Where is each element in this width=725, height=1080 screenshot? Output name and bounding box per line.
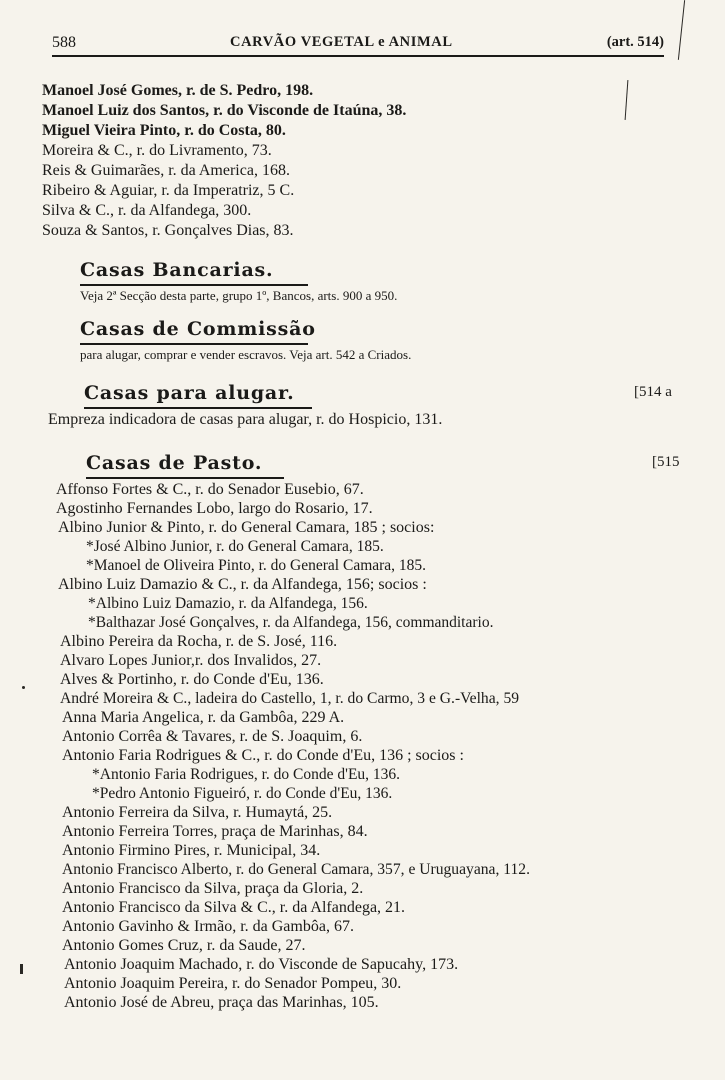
section-number: [514 a (634, 384, 672, 400)
list-item: Souza & Santos, r. Gonçalves Dias, 83. (42, 222, 294, 239)
section-note-commissao: para alugar, comprar e vender escravos. Veja art. 542 a Criados. (80, 347, 412, 362)
section-rule (80, 343, 308, 345)
section-rule (86, 477, 284, 479)
list-item: Silva & C., r. da Alfandega, 300. (42, 202, 252, 219)
margin-dot (22, 686, 25, 689)
list-item: Albino Luiz Damazio & C., r. da Alfandega, 156; socios : (58, 576, 427, 593)
list-item: Antonio Ferreira Torres, praça de Marinhas, 84. (62, 823, 368, 840)
list-item: Antonio Faria Rodrigues & C., r. do Conde d'Eu, 136 ; socios : (62, 747, 464, 764)
section-rule (84, 407, 312, 409)
list-item: Miguel Vieira Pinto, r. do Costa, 80. (42, 122, 286, 139)
list-item: Anna Maria Angelica, r. da Gambôa, 229 A. (62, 709, 345, 726)
list-item: André Moreira & C., ladeira do Castello, 1, r. do Carmo, 3 e G.-Velha, 59 (60, 690, 520, 707)
list-item: Albino Junior & Pinto, r. do General Camara, 185 ; socios: (58, 519, 435, 536)
margin-speck (20, 964, 23, 974)
list-item: Albino Pereira da Rocha, r. de S. José, 116. (60, 633, 338, 650)
list-item: *Albino Luiz Damazio, r. da Alfandega, 156. (88, 595, 368, 612)
list-item: Antonio Corrêa & Tavares, r. de S. Joaquim, 6. (62, 728, 363, 745)
list-item: Antonio Francisco da Silva & C., r. da Alfandega, 21. (62, 899, 406, 916)
section-heading-bancarias (80, 259, 640, 289)
list-item: Reis & Guimarães, r. da America, 168. (42, 162, 290, 179)
section-title: Casas para alugar. (84, 382, 295, 404)
section-heading-commissao (80, 318, 640, 348)
list-item: Moreira & C., r. do Livramento, 73. (42, 142, 272, 159)
list-item: Antonio Joaquim Machado, r. do Visconde de Sapucahy, 173. (64, 956, 459, 973)
list-item: Alvaro Lopes Junior,r. dos Invalidos, 27. (60, 652, 322, 669)
list-item: Affonso Fortes & C., r. do Senador Eusebio, 67. (56, 481, 364, 498)
list-item: Alves & Portinho, r. do Conde d'Eu, 136. (60, 671, 324, 688)
list-item: Manoel Luiz dos Santos, r. do Visconde de Itaúna, 38. (42, 102, 407, 119)
section-note-bancarias: Veja 2ª Secção desta parte, grupo 1º, Bancos, arts. 900 a 950. (80, 288, 398, 303)
list-item: Manoel José Gomes, r. de S. Pedro, 198. (42, 82, 314, 99)
list-item: *Antonio Faria Rodrigues, r. do Conde d'Eu, 136. (92, 766, 401, 783)
section-rule (80, 284, 308, 286)
list-item: Agostinho Fernandes Lobo, largo do Rosario, 17. (56, 500, 373, 517)
list-item: *Balthazar José Gonçalves, r. da Alfandega, 156, commanditario. (88, 614, 494, 631)
running-title: CARVÃO VEGETAL e ANIMAL (230, 34, 453, 50)
section-heading-alugar (84, 382, 684, 412)
section-title: Casas Bancarias. (80, 259, 274, 281)
header-rule (52, 55, 664, 57)
section-title: Casas de Commissão (80, 318, 316, 340)
section-heading-pasto (86, 452, 686, 482)
list-item: Antonio Ferreira da Silva, r. Humaytá, 25. (62, 804, 333, 821)
list-item: Antonio Joaquim Pereira, r. do Senador Pompeu, 30. (64, 975, 402, 992)
list-item: *Manoel de Oliveira Pinto, r. do General Camara, 185. (86, 557, 427, 574)
list-item: Antonio José de Abreu, praça das Marinhas, 105. (64, 994, 379, 1011)
list-item: Antonio Firmino Pires, r. Municipal, 34. (62, 842, 321, 859)
page-number: 588 (52, 34, 76, 51)
margin-pencil-mark (625, 80, 629, 120)
list-item: *Pedro Antonio Figueiró, r. do Conde d'Eu, 136. (92, 785, 393, 802)
section-entry-alugar: Empreza indicadora de casas para alugar, r. do Hospicio, 131. (48, 411, 443, 428)
list-item: Ribeiro & Aguiar, r. da Imperatriz, 5 C. (42, 182, 295, 199)
margin-pencil-mark (678, 0, 685, 60)
section-number: [515 (652, 454, 680, 470)
list-item: Antonio Francisco Alberto, r. do General Camara, 357, e Uruguayana, 112. (62, 861, 530, 878)
list-item: Antonio Gavinho & Irmão, r. da Gambôa, 67. (62, 918, 354, 935)
section-title: Casas de Pasto. (86, 452, 263, 474)
page-header (52, 30, 664, 54)
article-reference: (art. 514) (606, 34, 664, 50)
list-item: Antonio Francisco da Silva, praça da Gloria, 2. (62, 880, 364, 897)
list-item: *José Albino Junior, r. do General Camara, 185. (86, 538, 384, 555)
list-item: Antonio Gomes Cruz, r. da Saude, 27. (62, 937, 306, 954)
